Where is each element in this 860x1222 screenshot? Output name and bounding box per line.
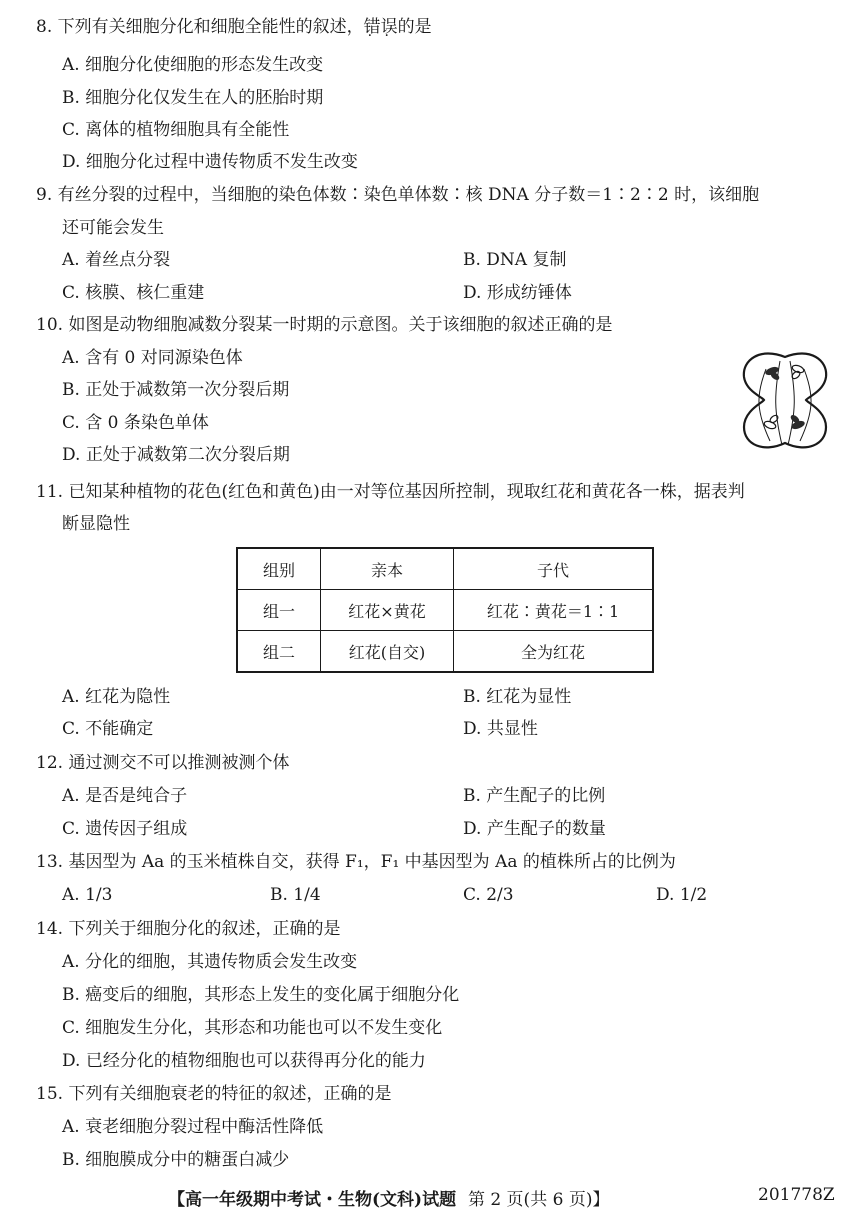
q13-stem: 13. 基因型为 Aa 的玉米植株自交，获得 F₁，F₁ 中基因型为 Aa 的植株所占的比例为 [36, 852, 676, 872]
q10-option-c: C. 含 0 条染色单体 [62, 413, 209, 433]
q15-stem: 15. 下列有关细胞衰老的特征的叙述，正确的是 [36, 1084, 392, 1104]
q8-option-b: B. 细胞分化仅发生在人的胚胎时期 [62, 88, 324, 108]
q13-option-a: A. 1/3 [62, 885, 113, 905]
table-cell: 全为红花 [454, 631, 654, 673]
q11-stem-line1: 11. 已知某种植物的花色(红色和黄色)由一对等位基因所控制，现取红花和黄花各一株，据表判 [36, 482, 745, 502]
q14-option-b: B. 癌变后的细胞，其形态上发生的变化属于细胞分化 [62, 985, 460, 1005]
q9-option-b: B. DNA 复制 [463, 250, 567, 270]
q10-stem: 10. 如图是动物细胞减数分裂某一时期的示意图。关于该细胞的叙述正确的是 [36, 315, 613, 335]
table-cell: 组二 [237, 631, 321, 673]
q8-option-a: A. 细胞分化使细胞的形态发生改变 [62, 55, 324, 75]
table-header-cell: 子代 [454, 548, 654, 590]
table-header-cell: 亲本 [321, 548, 454, 590]
spindle-fiber-right [800, 369, 811, 441]
footer-title: 【高一年级期中考试・生物(文科)试题 第 2 页(共 6 页)】 [168, 1190, 610, 1210]
q13-option-d: D. 1/2 [656, 885, 708, 905]
chromosome-light-top [791, 364, 805, 380]
table-cell: 红花∶黄花＝1∶1 [454, 590, 654, 631]
table-header-cell: 组别 [237, 548, 321, 590]
q11-option-a: A. 红花为隐性 [62, 687, 171, 707]
q8-emphasis: 错误 · · [364, 17, 398, 37]
q12-option-c: C. 遗传因子组成 [62, 819, 188, 839]
footer-page-number: 第 2 页(共 6 页)】 [467, 1190, 610, 1210]
q15-option-b: B. 细胞膜成分中的糖蛋白减少 [62, 1150, 290, 1170]
q11-stem-line2: 断显隐性 [62, 514, 130, 534]
spindle-fiber-left [759, 369, 770, 441]
table-row [237, 590, 653, 631]
q12-option-a: A. 是否是纯合子 [62, 786, 188, 806]
table-header-row [237, 548, 653, 590]
q10-option-b: B. 正处于减数第一次分裂后期 [62, 380, 290, 400]
q14-option-a: A. 分化的细胞，其遗传物质会发生改变 [62, 952, 358, 972]
q11-option-d: D. 共显性 [463, 719, 538, 739]
genetics-table [236, 547, 654, 673]
table-cell: 红花×黄花 [321, 590, 454, 631]
table-row [237, 631, 653, 673]
q11-option-b: B. 红花为显性 [463, 687, 572, 707]
q9-stem-line1: 9. 有丝分裂的过程中，当细胞的染色体数∶染色单体数∶核 DNA 分子数＝1∶2∶2 时，该细胞 [36, 185, 760, 205]
footer-code: 201778Z [758, 1185, 835, 1205]
q9-option-a: A. 着丝点分裂 [62, 250, 171, 270]
q9-stem-line2: 还可能会发生 [62, 218, 164, 238]
q13-option-b: B. 1/4 [270, 885, 321, 905]
q8-option-c: C. 离体的植物细胞具有全能性 [62, 120, 290, 140]
q12-stem: 12. 通过测交不可以推测被测个体 [36, 753, 290, 773]
q14-stem: 14. 下列关于细胞分化的叙述，正确的是 [36, 919, 341, 939]
q9-option-d: D. 形成纺锤体 [463, 283, 572, 303]
q13-option-c: C. 2/3 [463, 885, 514, 905]
q12-option-b: B. 产生配子的比例 [463, 786, 606, 806]
q10-option-d: D. 正处于减数第二次分裂后期 [62, 445, 290, 465]
table-cell: 红花(自交) [321, 631, 454, 673]
q15-option-a: A. 衰老细胞分裂过程中酶活性降低 [62, 1117, 324, 1137]
q12-option-d: D. 产生配子的数量 [463, 819, 606, 839]
q14-option-c: C. 细胞发生分化，其形态和功能也可以不发生变化 [62, 1018, 443, 1038]
q8-stem: 8. 下列有关细胞分化和细胞全能性的叙述，错误 · ·的是 [36, 16, 432, 38]
q11-option-c: C. 不能确定 [62, 719, 154, 739]
table-cell: 组一 [237, 590, 321, 631]
q9-option-c: C. 核膜、核仁重建 [62, 283, 205, 303]
q10-option-a: A. 含有 0 对同源染色体 [62, 348, 243, 368]
cell-division-diagram [740, 345, 830, 455]
q14-option-d: D. 已经分化的植物细胞也可以获得再分化的能力 [62, 1051, 426, 1071]
q8-option-d: D. 细胞分化过程中遗传物质不发生改变 [62, 152, 358, 172]
cell-membrane [744, 354, 826, 448]
